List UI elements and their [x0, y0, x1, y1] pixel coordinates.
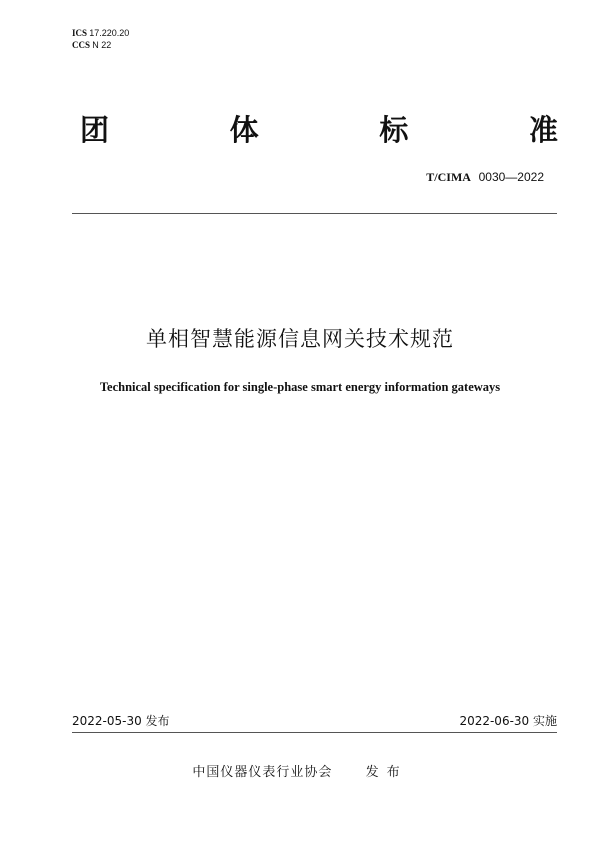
standard-type-heading: [80, 113, 558, 147]
document-title-english: Technical specification for single-phase smart energy information gateways: [99, 380, 501, 394]
document-title-chinese: 单相智慧能源信息网关技术规范: [146, 327, 454, 351]
standard-type-char: 标: [379, 113, 409, 147]
ccs-value: N 22: [92, 40, 112, 50]
publisher-organization: 中国仪器仪表行业协会: [192, 765, 333, 780]
standard-number: [426, 169, 544, 185]
standard-number-value: 0030—2022: [478, 170, 544, 184]
ics-code: [72, 27, 129, 39]
ics-label: ICS: [72, 28, 88, 38]
top-divider: [72, 213, 557, 214]
ccs-code: [72, 39, 129, 51]
publisher-line: [0, 764, 600, 782]
ccs-label: CCS: [72, 40, 91, 50]
implement-date: 2022-06-30 实施: [459, 714, 557, 728]
classification-codes: [72, 27, 129, 51]
standard-type-char: 准: [528, 113, 558, 147]
publish-date: 2022-05-30 发布: [72, 714, 170, 728]
ics-value: 17.220.20: [89, 28, 130, 38]
standard-type-char: 体: [229, 113, 259, 147]
publisher-action: 发布: [365, 765, 408, 780]
standard-number-prefix: T/CIMA: [426, 170, 471, 184]
bottom-divider: [72, 732, 557, 733]
standard-type-char: 团: [80, 113, 110, 147]
